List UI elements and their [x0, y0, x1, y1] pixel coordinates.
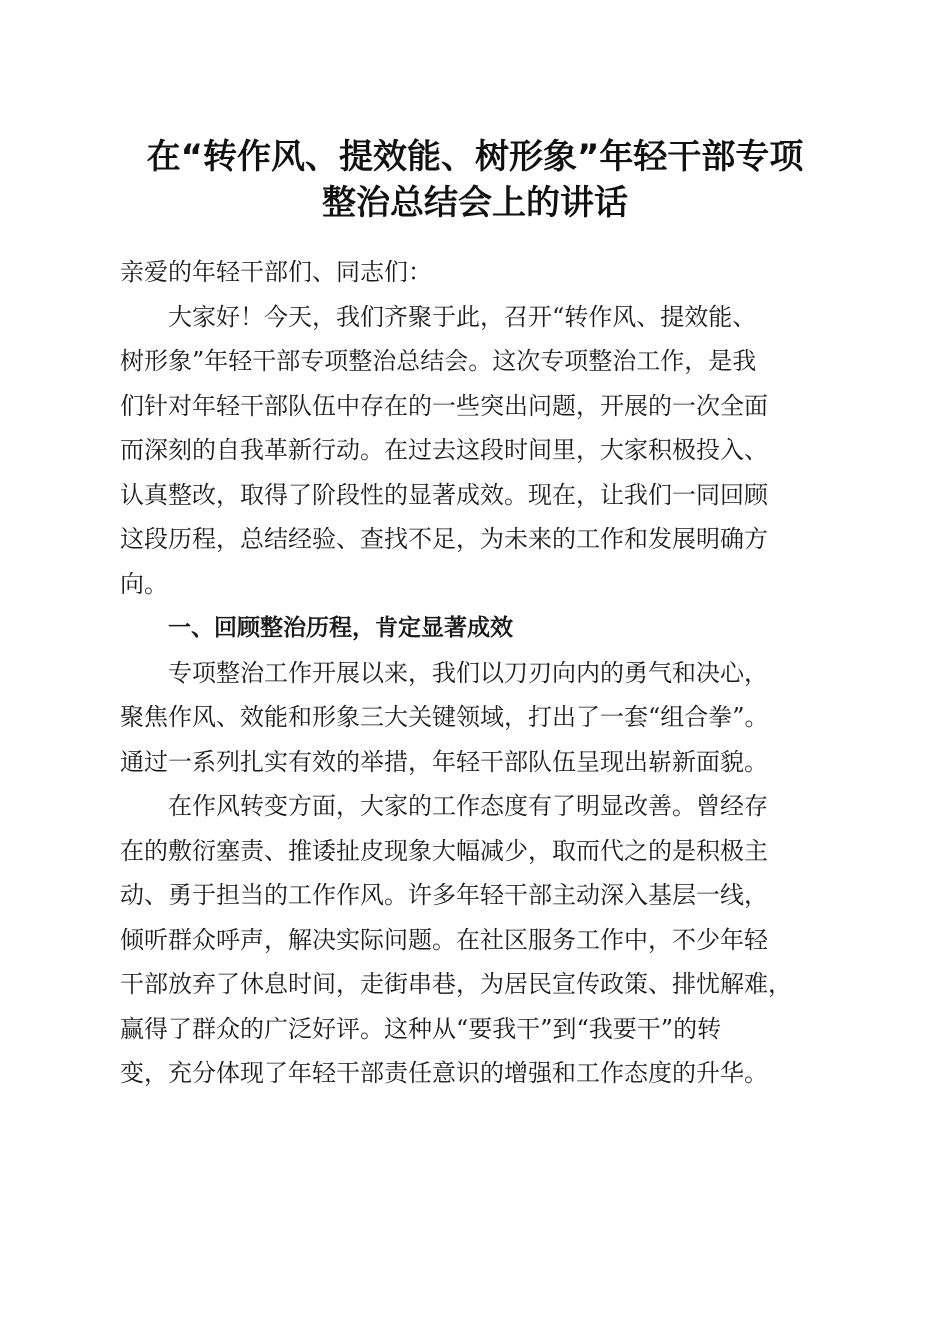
- paragraph-line: 而深刻的自我革新行动。在过去这段时间里，大家积极投入、: [120, 436, 768, 464]
- paragraph-opening: [120, 295, 836, 607]
- paragraph-line: 认真整改，取得了阶段性的显著成效。现在，让我们一同回顾: [120, 480, 768, 509]
- paragraph-line: 大家好！今天，我们齐聚于此，召开“转作风、提效能、: [168, 302, 757, 331]
- paragraph-line: 通过一系列扎实有效的举措，年轻干部队伍呈现出崭新面貌。: [120, 747, 768, 776]
- paragraph-line: 倾听群众呼声，解决实际问题。在社区服务工作中，不少年轻: [120, 925, 768, 954]
- paragraph-line: 干部放弃了休息时间，走街串巷，为居民宣传政策、排忧解难，: [120, 970, 792, 998]
- paragraph-line: 这段历程，总结经验、查找不足，为未来的工作和发展明确方: [120, 525, 768, 553]
- paragraph-line: 专项整治工作开展以来，我们以刀刃向内的勇气和决心，: [168, 658, 768, 687]
- title-line-1: 在“转作风、提效能、树形象”年轻干部专项: [146, 137, 804, 177]
- paragraph-style-change: [120, 784, 836, 1096]
- paragraph-line: 赢得了群众的广泛好评。这种从“要我干”到“我要干”的转: [120, 1014, 722, 1043]
- title-line-2: 整治总结会上的讲话: [322, 183, 628, 223]
- paragraph-overview: [120, 651, 836, 785]
- section-heading: 一、回顾整治历程，肯定显著成效: [168, 615, 513, 641]
- paragraph-line: 在作风转变方面，大家的工作态度有了明显改善。曾经存: [168, 792, 768, 820]
- paragraph-line: 们针对年轻干部队伍中存在的一些突出问题，开展的一次全面: [120, 391, 768, 420]
- document-body: [120, 250, 836, 1096]
- paragraph-line: 在的敷衍塞责、推诿扯皮现象大幅减少，取而代之的是积极主: [120, 836, 768, 865]
- paragraph-line: 动、勇于担当的工作作风。许多年轻干部主动深入基层一线，: [120, 881, 768, 909]
- paragraph-line: 向。: [120, 569, 168, 598]
- paragraph-line: 聚焦作风、效能和形象三大关键领域，打出了一套“组合拳”。: [120, 703, 769, 731]
- document-title: [100, 134, 850, 226]
- paragraph-line: 树形象”年轻干部专项整治总结会。这次专项整治工作，是我: [120, 347, 757, 375]
- paragraph-line: 变，充分体现了年轻干部责任意识的增强和工作态度的升华。: [120, 1059, 768, 1087]
- salutation: 亲爱的年轻干部们、同志们：: [120, 258, 432, 286]
